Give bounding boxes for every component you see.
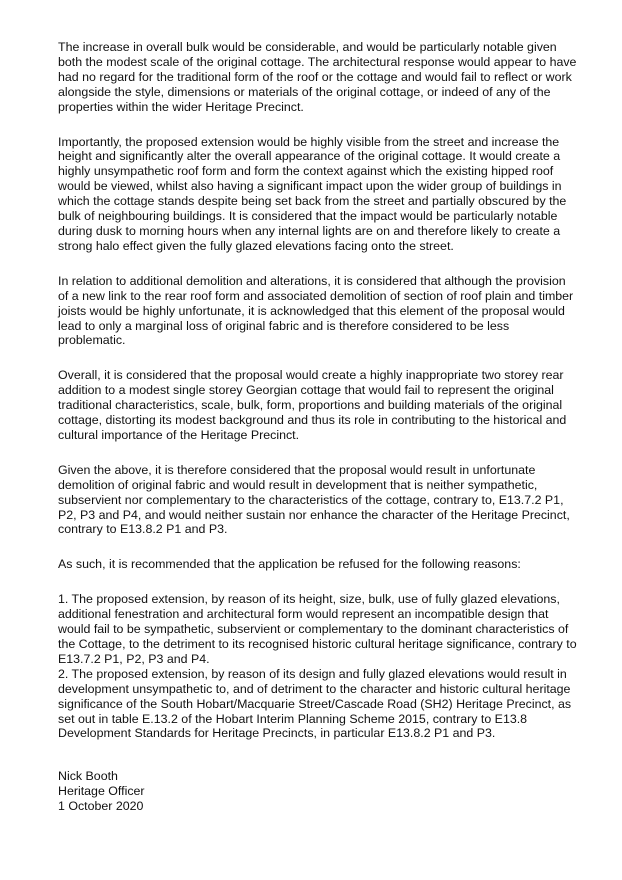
refusal-reasons-list xyxy=(58,592,578,741)
paragraph-visibility: Importantly, the proposed extension would be highly visible from the street and increase the height and significantly alter the overall appearance of the original cottage. It would create a highly unsympathetic roof form and form the context against which the existing hipped roof would be viewed, whilst also having a significant impact upon the wider group of buildings in which the cottage stands despite being set back from the street and partially obscured by the bulk of neighbouring buildings. It is considered that the impact would be particularly notable during dusk to morning hours when any internal lights are on and therefore likely to create a strong halo effect given the fully glazed elevations facing onto the street. xyxy=(58,134,567,253)
paragraph-overall: Overall, it is considered that the proposal would create a highly inappropriate two storey rear addition to a modest single storey Georgian cottage that would fail to represent the original traditional characteristics, scale, bulk, form, proportions and building materials of the original cottage, distorting its modest background and thus its role in contributing to the historical and cultural importance of the Heritage Precinct. xyxy=(58,368,567,442)
paragraph-bulk: The increase in overall bulk would be considerable, and would be particularly notable given both the modest scale of the original cottage. The architectural response would appear to have had no regard for the traditional form of the roof or the cottage and would fail to reflect or work alongside the style, dimensions or materials of the original cottage, or indeed of any of the properties within the wider Heritage Precinct. xyxy=(58,40,577,114)
signature-date: 1 October 2020 xyxy=(58,799,144,814)
paragraph-recommendation: As such, it is recommended that the application be refused for the following reasons: xyxy=(58,557,521,572)
refusal-reason-2: 2. The proposed extension, by reason of its design and fully glazed elevations would result in development unsympathetic to, and of detriment to the character and historic cultural heritage significance of the South Hobart/Macquarie Street/Cascade Road (SH2) Heritage Precinct, as set out in table E.13.2 of the Hobart Interim Planning Scheme 2015, contrary to E13.8 Development Standards for Heritage Precincts, in particular E13.8.2 P1 and P3. xyxy=(58,666,572,741)
signature-block xyxy=(58,769,578,814)
paragraph-conclusion: Given the above, it is therefore considered that the proposal would result in unfortunate demolition of original fabric and would result in development that is neither sympathetic, subservient nor complementary to the characteristics of the cottage, contrary to, E13.7.2 P1, P2, P3 and P4, and would neither sustain nor enhance the character of the Heritage Precinct, contrary to E13.8.2 P1 and P3. xyxy=(58,462,570,537)
signatory-name: Nick Booth xyxy=(58,769,118,784)
paragraph-demolition: In relation to additional demolition and alterations, it is considered that although the provision of a new link to the rear roof form and associated demolition of section of roof plain and timber joists would be highly unfortunate, it is acknowledged that this element of the proposal would lead to only a marginal loss of original fabric and is therefore considered to be less problematic. xyxy=(58,273,574,348)
signatory-title: Heritage Officer xyxy=(58,784,145,799)
refusal-reason-1: 1. The proposed extension, by reason of its height, size, bulk, use of fully glazed elevations, additional fenestration and architectural form would represent an incompatible design that would fail to be sympathetic, subservient or complementary to the dominant characteristics of the Cottage, to the detriment to its recognised historic cultural heritage significance, contrary to E13.7.2 P1, P2, P3 and P4. xyxy=(58,592,577,666)
document-page xyxy=(58,40,578,814)
